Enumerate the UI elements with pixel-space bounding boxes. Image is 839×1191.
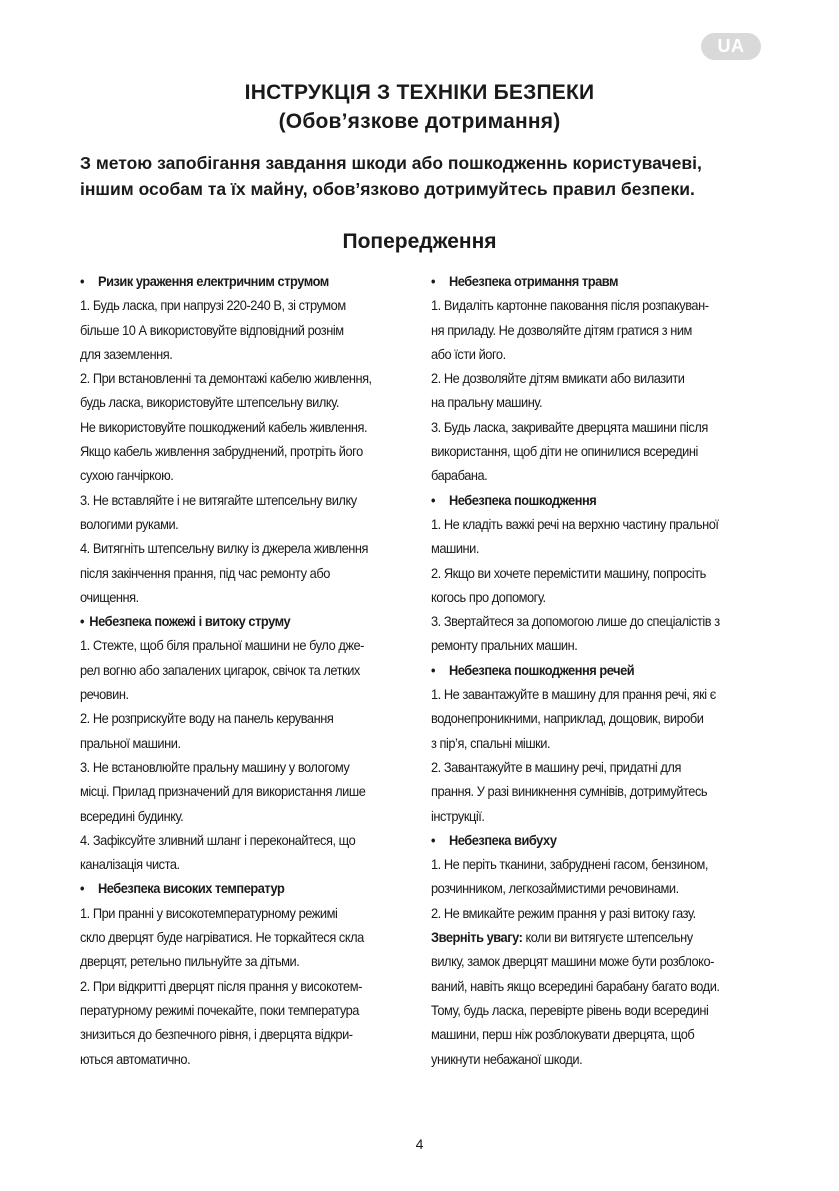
heading-high-temperature: • Небезпека високих температур xyxy=(80,877,410,901)
intro-line-1: З метою запобігання завдання шкоди або пошкодженнь користувачеві, xyxy=(80,153,702,173)
paragraph: 2. Якщо ви хочете перемістити машину, попросіть когось про допомогу. xyxy=(431,565,706,605)
paragraph: 2. При відкритті дверцят після прання у високотем- пературному режимі почекайте, поки температура знизиться до безпечного рівня, і дверцята відкри- ються автоматично. xyxy=(80,978,362,1067)
paragraph: 2. Не вмикайте режим прання у разі витоку газу. xyxy=(431,905,696,921)
paragraph: 2. При встановленні та демонтажі кабелю живлення, будь ласка, використовуйте штепсельну вилку. Не використовуйте пошкоджений кабель живлення. Якщо кабель живлення забруднений, протріть його сухою ганчіркою. xyxy=(80,371,372,484)
paragraph: 4. Витягніть штепсельну вилку із джерела живлення після закінчення прання, під час ремонту або очищення. xyxy=(80,541,369,605)
paragraph: 3. Будь ласка, закривайте дверцята машини після використання, щоб діти не опинилися всередині барабана. xyxy=(431,419,708,484)
heading-injury-hazard: • Небезпека отримання травм xyxy=(431,270,759,294)
bullet-icon: • xyxy=(431,274,436,289)
paragraph: 2. Не дозволяйте дітям вмикати або вилазити на пральну машину. xyxy=(431,371,685,411)
paragraph: 1. Видаліть картонне паковання після розпакуван- ня приладу. Не дозволяйте дітям гратися з ним або їсти його. xyxy=(431,298,709,362)
paragraph: 1. Стежте, щоб біля пральної машини не було дже- рел вогню або запалених цигарок, свічок та летких речовин. xyxy=(80,638,364,703)
page-title xyxy=(0,78,839,136)
intro-line-2: іншим особам та їх майну, обов’язково дотримуйтесь правил безпеки. xyxy=(80,179,695,199)
heading-explosion-hazard: • Небезпека вибуху xyxy=(431,829,759,853)
paragraph: 1. Будь ласка, при напрузі 220-240 В, зі струмом більше 10 А використовуйте відповідний рознім для заземлення. xyxy=(80,298,346,362)
heading-items-damage: • Небезпека пошкодження речей xyxy=(431,659,759,683)
paragraph: 4. Зафіксуйте зливний шланг і переконайтеся, що каналізація чиста. xyxy=(80,832,356,873)
page-number: 4 xyxy=(415,1136,424,1152)
language-badge: UA xyxy=(701,33,761,60)
section-title: Попередження xyxy=(342,230,497,253)
paragraph: 3. Звертайтеся за допомогою лише до спеціалістів з ремонту пральних машин. xyxy=(431,614,720,654)
paragraph: 3. Не вставляйте і не витягайте штепсельну вилку вологими руками. xyxy=(80,492,357,532)
paragraph: 1. Не періть тканини, забруднені гасом, бензином, розчинником, легкозаймистими речовинами. xyxy=(431,857,709,897)
bullet-icon: • xyxy=(431,492,436,508)
paragraph: 2. Не розприскуйте воду на панель керування пральної машини. xyxy=(80,711,334,751)
right-column xyxy=(431,270,761,1072)
bullet-icon: • xyxy=(80,274,85,289)
paragraph: 1. Не кладіть важкі речі на верхню частину пральної машини. xyxy=(431,516,719,557)
title-line-2: (Обов’язкове дотримання) xyxy=(278,110,561,133)
title-line-1: ІНСТРУКЦІЯ З ТЕХНІКИ БЕЗПЕКИ xyxy=(244,81,595,104)
paragraph: 2. Завантажуйте в машину речі, придатні для прання. У разі виникнення сумнівів, дотримуйтесь інструкції. xyxy=(431,759,708,824)
paragraph: 1. Не завантажуйте в машину для прання речі, які є водонепроникними, наприклад, дощовик, вироби з пір’я, спальні мішки. xyxy=(431,687,716,751)
heading-electric-shock: • Ризик ураження електричним струмом xyxy=(80,270,410,294)
note-label: Зверніть увагу: xyxy=(431,930,523,946)
heading-fire-hazard: • Небезпека пожежі і витоку струму xyxy=(80,610,410,634)
note-paragraph: Зверніть увагу: коли ви витягуєте штепсельну вилку, замок дверцят машини може бути розблоко- ваний, навіть якщо всередині барабану багато води. Тому, будь ласка, перевірте рівень води всередині машини, перш ніж розблокувати дверцята, щоб уникнути небажаної шкоди. xyxy=(431,930,720,1067)
bullet-icon: • xyxy=(431,832,436,848)
intro-text xyxy=(80,150,770,202)
paragraph: 1. При пранні у високотемпературному режимі скло дверцят буде нагріватися. Не торкайтеся скла дверцят, ретельно пильнуйте за дітьми. xyxy=(80,905,364,970)
bullet-icon: • xyxy=(431,662,436,678)
left-column xyxy=(80,270,412,1072)
bullet-icon: • xyxy=(80,881,85,897)
heading-damage-hazard: • Небезпека пошкодження xyxy=(431,489,759,513)
bullet-icon: • xyxy=(80,614,85,630)
paragraph: 3. Не встановлюйте пральну машину у вологому місці. Прилад призначений для використання лише всередині будинку. xyxy=(80,759,366,824)
